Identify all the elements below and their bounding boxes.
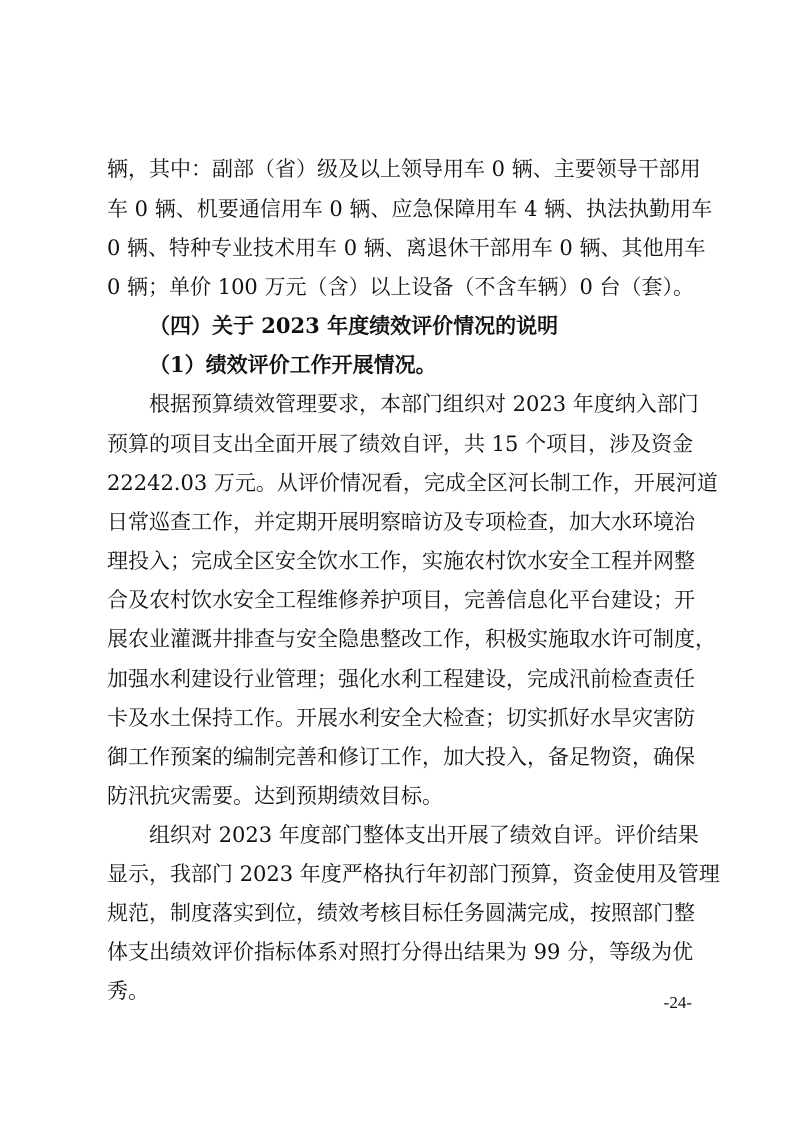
- paragraph-1-line-11: 防汛抗灾需要。达到预期绩效目标。: [107, 784, 443, 808]
- paragraph-1-line-4: 日常巡查工作，并定期开展明察暗访及专项检查，加大水环境治: [107, 510, 695, 534]
- paragraph-1-line-6: 合及农村饮水安全工程维修养护项目，完善信息化平台建设；开: [107, 588, 695, 612]
- paragraph-1-line-3: 22242.03 万元。从评价情况看，完成全区河长制工作，开展河道: [107, 471, 718, 495]
- paragraph-2-line-4: 体支出绩效评价指标体系对照打分得出结果为 99 分，等级为优: [107, 940, 694, 964]
- paragraph-1-line-8: 加强水利建设行业管理；强化水利工程建设，完成汛前检查责任: [107, 667, 695, 691]
- paragraph-1-line-10: 御工作预案的编制完善和修订工作，加大投入，备足物资，确保: [107, 745, 695, 769]
- subsection-heading: （1）绩效评价工作开展情况。: [149, 352, 437, 377]
- paragraph-2-line-3: 规范，制度落实到位，绩效考核目标任务圆满完成，按照部门整: [107, 901, 695, 925]
- page-number: -24-: [663, 993, 692, 1012]
- paragraph-1-line-7: 展农业灌溉井排查与安全隐患整改工作，积极实施取水许可制度，: [107, 627, 716, 651]
- intro-line-4: 0 辆；单价 100 万元（含）以上设备（不含车辆）0 台（套）。: [107, 275, 695, 299]
- paragraph-2-line-1: 组织对 2023 年度部门整体支出开展了绩效自评。评价结果: [149, 823, 699, 847]
- section-heading: （四）关于 2023 年度绩效评价情况的说明: [149, 313, 559, 338]
- paragraph-1-line-9: 卡及水土保持工作。开展水利安全大检查；切实抓好水旱灾害防: [107, 706, 695, 730]
- paragraph-1-line-5: 理投入；完成全区安全饮水工作，实施农村饮水安全工程并网整: [107, 549, 695, 573]
- paragraph-1-line-2: 预算的项目支出全面开展了绩效自评，共 15 个项目，涉及资金: [107, 432, 694, 456]
- intro-line-1: 辆，其中：副部（省）级及以上领导用车 0 辆、主要领导干部用: [107, 157, 701, 181]
- intro-line-3: 0 辆、特种专业技术用车 0 辆、离退休干部用车 0 辆、其他用车: [107, 236, 706, 260]
- paragraph-2-line-2: 显示，我部门 2023 年度严格执行年初部门预算，资金使用及管理: [107, 862, 720, 886]
- paragraph-2-line-5: 秀。: [107, 979, 149, 1003]
- intro-line-2: 车 0 辆、机要通信用车 0 辆、应急保障用车 4 辆、执法执勤用车: [107, 197, 713, 221]
- paragraph-1-line-1: 根据预算绩效管理要求，本部门组织对 2023 年度纳入部门: [149, 392, 699, 416]
